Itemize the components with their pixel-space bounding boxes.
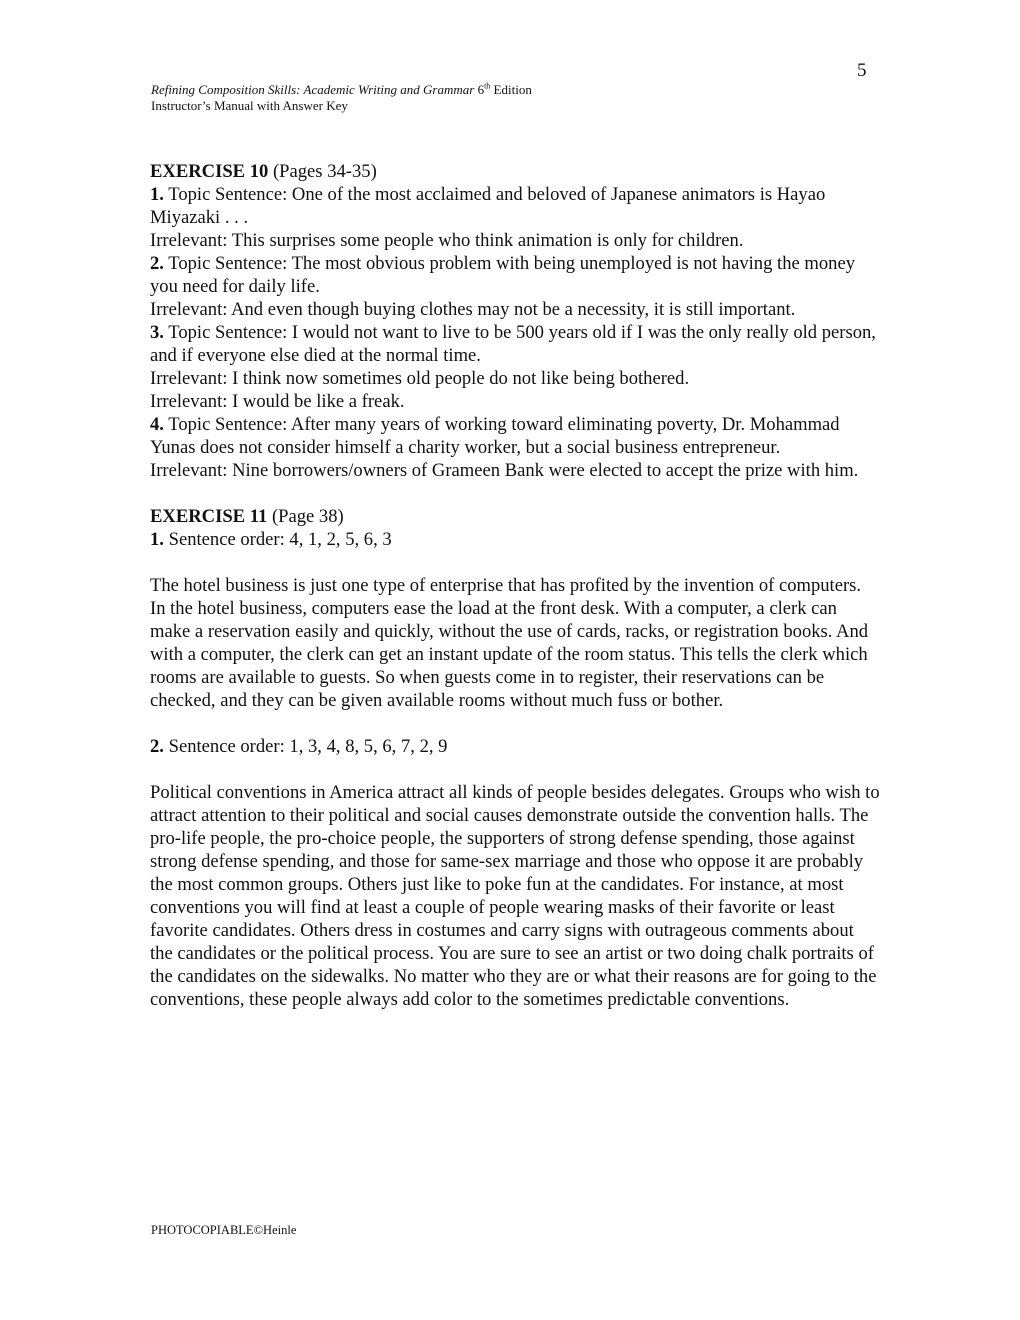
ex11-paragraph-1: The hotel business is just one type of enterprise that has profited by the invention of computers. In the hotel business, computers ease the load at the front desk. With a computer, a clerk can make a reservation easily and quickly, without the use of cards, racks, or registration books. And with a computer, the clerk can get an instant update of the room status. This tells the clerk which rooms are available to guests. So when guests come in to register, their reservations can be checked, and they can be given available rooms without much fuss or bother.	[150, 575, 869, 711]
edition-word: Edition	[493, 82, 532, 97]
item-number: 4.	[150, 414, 164, 435]
item-number: 2.	[150, 253, 164, 274]
spacer	[150, 758, 880, 781]
exercise-10-heading	[150, 160, 880, 183]
spacer	[150, 482, 880, 505]
ex11-order-2	[150, 735, 880, 758]
topic-sentence: Topic Sentence: One of the most acclaimed and beloved of Japanese animators is Hayao Miyazaki . . .	[150, 184, 826, 228]
book-title: Refining Composition Skills: Academic Writing and Grammar	[151, 82, 475, 97]
ex11-order-1	[150, 528, 880, 551]
item-number: 3.	[150, 322, 164, 343]
ex10-item-4-topic	[150, 413, 880, 459]
edition-suffix: th	[484, 81, 491, 91]
header-subtitle: Instructor’s Manual with Answer Key	[151, 98, 348, 113]
exercise-11-pages: (Page 38)	[271, 506, 344, 527]
exercise-10-title: EXERCISE 10	[150, 161, 269, 182]
item-number: 2.	[150, 736, 164, 757]
ex10-item-3-topic	[150, 321, 880, 367]
ex10-item-1-irrelevant: Irrelevant: This surprises some people who think animation is only for children.	[150, 230, 744, 251]
ex10-item-2-irrelevant: Irrelevant: And even though buying clothes may not be a necessity, it is still important.	[150, 299, 796, 320]
item-number: 1.	[150, 184, 164, 205]
exercise-10-pages: (Pages 34-35)	[272, 161, 377, 182]
header-title-line	[151, 82, 532, 98]
running-header	[151, 82, 532, 114]
topic-sentence: Topic Sentence: The most obvious problem with being unemployed is not having the money you need for daily life.	[150, 253, 855, 297]
ex10-item-3-irrelevant-2: Irrelevant: I would be like a freak.	[150, 391, 405, 412]
item-number: 1.	[150, 529, 164, 550]
sentence-order: Sentence order: 1, 3, 4, 8, 5, 6, 7, 2, 9	[168, 736, 448, 757]
topic-sentence: Topic Sentence: I would not want to live to be 500 years old if I was the only really old person, and if everyone else died at the normal time.	[150, 322, 876, 366]
footer-copyright: PHOTOCOPIABLE©Heinle	[151, 1223, 297, 1237]
topic-sentence: Topic Sentence: After many years of working toward eliminating poverty, Dr. Mohammad Yunas does not consider himself a charity worker, but a social business entrepreneur.	[150, 414, 840, 458]
spacer	[150, 712, 880, 735]
edition-number: 6	[477, 82, 485, 97]
exercise-11-heading	[150, 505, 880, 528]
ex10-item-1-topic	[150, 183, 880, 229]
ex11-paragraph-2: Political conventions in America attract all kinds of people besides delegates. Groups who wish to attract attention to their political and social causes demonstrate outside the convention halls. The pro-life people, the pro-choice people, the supporters of strong defense spending, those against strong defense spending, and those for same-sex marriage and those who oppose it are probably the most common groups. Others just like to poke fun at the candidates. For instance, at most conventions you will find at least a couple of people wearing masks of their favorite or least favorite candidates. Others dress in costumes and carry signs with outrageous comments about the candidates or the political process. You are sure to see an artist or two doing chalk portraits of the candidates on the sidewalks. No matter who they are or what their reasons are for going to the conventions, these people always add color to the sometimes predictable conventions.	[150, 782, 880, 1010]
spacer	[150, 551, 880, 574]
ex10-item-3-irrelevant-1: Irrelevant: I think now sometimes old people do not like being bothered.	[150, 368, 690, 389]
sentence-order: Sentence order: 4, 1, 2, 5, 6, 3	[168, 529, 392, 550]
page-content	[150, 160, 880, 1011]
ex10-item-4-irrelevant: Irrelevant: Nine borrowers/owners of Grameen Bank were elected to accept the prize with him.	[150, 460, 859, 481]
ex10-item-2-topic	[150, 252, 880, 298]
exercise-11-title: EXERCISE 11	[150, 506, 268, 527]
page-number: 5	[857, 60, 867, 81]
